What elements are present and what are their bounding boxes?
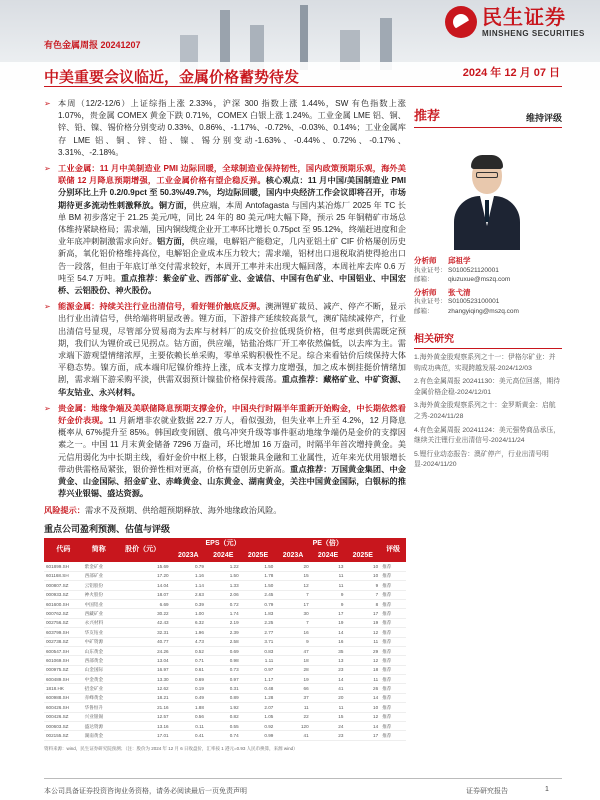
bullet-arrow-icon: ➢	[44, 403, 51, 413]
report-type: 证券研究报告	[466, 788, 508, 795]
table-cell: 西部矿业	[83, 571, 115, 580]
analyst-name: 邱祖学	[448, 256, 471, 265]
table-cell: 兴业银锡	[83, 712, 115, 721]
table-cell: 山东黄金	[83, 646, 115, 655]
email-label: 邮箱：	[414, 307, 434, 315]
table-row	[44, 703, 406, 712]
table-cell: 0.79	[241, 599, 276, 608]
cert-number: S0100523100001	[448, 298, 500, 305]
related-research-item[interactable]: 2.有色金属周报 20241130：美元高位回落，期待金属价格企稳-2024/12/01	[414, 378, 561, 396]
table-cell: 41	[311, 684, 346, 693]
table-cell: 9	[311, 590, 346, 599]
table-cell: 1.96	[171, 628, 206, 637]
table-cell: 000975.SZ	[44, 665, 83, 674]
cert-label: 执业证号：	[414, 266, 447, 274]
analyst-name: 张弋清	[448, 287, 471, 297]
col-header: PE（倍）	[275, 538, 380, 550]
table-cell: 002756.SZ	[44, 618, 83, 627]
table-cell: 000762.SZ	[44, 609, 83, 618]
table-cell: 0.83	[241, 646, 276, 655]
focus-text: 藏格矿业、中矿资源、华友钴业、永兴材料。	[58, 375, 406, 397]
table-cell: 紫金矿业	[83, 562, 115, 571]
photo-glasses	[476, 172, 498, 178]
section-highlight: 地缘争端及美联储降息预期支撑金价，中国央行时隔半年重新开始购金，中长期依然看好金价表现。	[58, 403, 406, 426]
footer-divider	[44, 778, 562, 779]
analyst-photo	[452, 150, 522, 250]
table-cell: 7	[275, 590, 310, 599]
table-cell: 1.78	[241, 571, 276, 580]
table-cell: 603799.SH	[44, 628, 83, 637]
table-cell: 23	[311, 665, 346, 674]
table-cell: 1.11	[241, 656, 276, 665]
col-subheader: 2025E	[345, 550, 380, 562]
table-cell: 赤峰黄金	[83, 693, 115, 702]
table-cell: 西藏矿业	[83, 609, 115, 618]
table-cell: 7	[345, 590, 380, 599]
forecast-table	[44, 538, 406, 741]
table-cell: 1.50	[206, 571, 241, 580]
table-cell: 1.50	[241, 562, 276, 571]
table-cell: 0.19	[171, 684, 206, 693]
main-column	[44, 98, 406, 755]
table-cell: 盛达资源	[83, 722, 115, 731]
col-subheader: 2024E	[311, 550, 346, 562]
table-cell: 30	[275, 609, 310, 618]
header-divider	[44, 86, 562, 87]
table-cell: 13	[311, 656, 346, 665]
table-cell: 19	[311, 618, 346, 627]
core-view: 核心观点：11 月中国/美国制造业 PMI 分别环比上升 0.2/0.9pct 至 50.3%/49.7%，均边际回暖，国内中央经济工作会议即将召开，市场期待更多流动性刺激释放。	[58, 176, 406, 210]
table-cell: 9	[345, 581, 380, 590]
table-cell: 18	[275, 656, 310, 665]
col-header: EPS（元）	[171, 538, 276, 550]
table-cell: 推荐	[380, 731, 406, 740]
table-cell: 推荐	[380, 712, 406, 721]
table-cell: 000933.SZ	[44, 590, 83, 599]
table-cell: 推荐	[380, 571, 406, 580]
photo-tie	[485, 200, 489, 222]
table-cell: 12.57	[115, 712, 171, 721]
table-cell: 002155.SZ	[44, 731, 83, 740]
table-cell: 0.41	[171, 731, 206, 740]
table-cell: 0.89	[206, 693, 241, 702]
related-research-item[interactable]: 1.海外黄金股观察系列之十一：伊格尔矿业：并购成功典范，实现跨越发展-2024/12/03	[414, 354, 556, 372]
table-cell: 推荐	[380, 656, 406, 665]
energy-metals-paragraph	[44, 301, 406, 399]
table-cell: 18.07	[115, 590, 171, 599]
logo-name-en: MINSHENG SECURITIES	[482, 28, 585, 38]
table-cell: 18.21	[115, 693, 171, 702]
bullet-arrow-icon: ➢	[44, 99, 51, 108]
page-number: 1	[545, 786, 549, 793]
table-cell: 0.48	[241, 684, 276, 693]
table-cell: 47	[275, 646, 310, 655]
aluminum-text: 供应端，电解铝产能稳定，几内亚铝土矿 CIF 价格屡创历史新高，氧化铝价格维持高位，电解铝企业成本压力较大；需求端，铝材出口退税取消使得抢出口告一段落，但由于年底订单交付需求较好，本周开工率并未出现大幅回落，本周社库去库 0.6 万吨至 54.7 万吨。	[58, 237, 406, 283]
table-cell: 0.56	[171, 712, 206, 721]
table-cell: 14	[345, 722, 380, 731]
photo-hair	[471, 155, 503, 169]
table-cell: 1.83	[241, 609, 276, 618]
table-cell: 0.39	[171, 599, 206, 608]
table-cell: 120	[275, 722, 310, 731]
table-cell: 600988.SH	[44, 693, 83, 702]
table-cell: 0.55	[206, 722, 241, 731]
table-row	[44, 581, 406, 590]
risk-label: 风险提示：	[44, 505, 85, 515]
bullet-arrow-icon: ➢	[44, 164, 51, 174]
table-cell: 1.05	[241, 712, 276, 721]
table-cell: 14	[311, 675, 346, 684]
table-cell: 3.71	[241, 637, 276, 646]
table-cell: 12	[345, 628, 380, 637]
analyst-info	[414, 256, 562, 316]
table-cell: 20	[311, 693, 346, 702]
table-cell: 21.16	[115, 703, 171, 712]
section-highlight: 11 月中美制造业 PMI 边际回暖，全球制造业保持韧性，国内政策预期乐观，海外美联储 12 月降息预期增强，工业金属价格有望企稳反弹。	[58, 164, 406, 186]
table-cell: 17	[345, 609, 380, 618]
table-cell: 0.52	[171, 646, 206, 655]
table-row	[44, 590, 406, 599]
table-cell: 18	[345, 665, 380, 674]
table-cell: 13.04	[115, 656, 171, 665]
recommendation-header	[414, 98, 562, 128]
table-cell: 0.97	[241, 665, 276, 674]
table-cell: 推荐	[380, 618, 406, 627]
table-cell: 推荐	[380, 599, 406, 608]
table-cell: 0.98	[206, 656, 241, 665]
table-cell: 16	[311, 637, 346, 646]
table-cell: 2.25	[241, 618, 276, 627]
col-subheader: 2024E	[206, 550, 241, 562]
analyst-role: 分析师	[414, 256, 437, 265]
table-cell: 601899.SH	[44, 562, 83, 571]
table-cell: 招金矿业	[83, 684, 115, 693]
table-cell: 600426.SH	[44, 703, 83, 712]
table-cell: 9	[311, 599, 346, 608]
col-subheader: 2023A	[275, 550, 310, 562]
table-row	[44, 665, 406, 674]
table-cell: 推荐	[380, 675, 406, 684]
table-cell: 1.17	[241, 675, 276, 684]
skyline-building	[220, 10, 230, 70]
analyst-email[interactable]: qiuzuxue@mszq.com	[448, 276, 511, 283]
table-cell: 神火股份	[83, 590, 115, 599]
table-cell: 1.33	[206, 581, 241, 590]
table-row	[44, 722, 406, 731]
table-cell: 13	[311, 562, 346, 571]
table-cell: 600489.SH	[44, 675, 83, 684]
table-cell: 14	[345, 693, 380, 702]
table-cell: 10	[345, 571, 380, 580]
table-cell: 0.71	[171, 656, 206, 665]
table-cell: 29	[345, 646, 380, 655]
table-cell: 002738.SZ	[44, 637, 83, 646]
section-highlight: 持续关注行业出清信号，看好锂价触底反弹。	[99, 302, 266, 312]
cert-number: S0100521120001	[448, 266, 499, 274]
table-cell: 22	[275, 712, 310, 721]
table-cell: 云铝股份	[83, 581, 115, 590]
table-cell: 32.31	[115, 628, 171, 637]
table-cell: 湖南黄金	[83, 731, 115, 740]
table-cell: 1.00	[171, 609, 206, 618]
focus-heading: 重点推荐：	[281, 375, 324, 385]
table-cell: 西部黄金	[83, 656, 115, 665]
section-lead: 工业金属：	[58, 164, 100, 174]
table-cell: 1.50	[241, 581, 276, 590]
sidebar	[414, 98, 562, 474]
table-cell: 中国铝业	[83, 599, 115, 608]
table-cell: 2.07	[241, 703, 276, 712]
copper-text: 供应端，本周 Antofagasta 与国内某冶炼厂 2025 年 TC 长单 BM 初步落定于 21.25 美元/吨，同比 24 年的 80 美元/吨大幅下降，预示 25 年铜精矿市场总体维持紧缺格局；需求端，国内铜线缆企业开工率环比增长 0.75pct 至 95.12%，终端赶进度和企业年底冲刺制激需求向好。	[58, 200, 407, 247]
table-cell: 601600.SH	[44, 599, 83, 608]
table-cell: 1.16	[171, 571, 206, 580]
table-cell: 中矿资源	[83, 637, 115, 646]
disclaimer-text: 本公司具备证券投资咨询业务资格，请务必阅读最后一页免责声明	[44, 788, 247, 795]
related-research-item[interactable]: 3.海外黄金股观察系列之十：金罗斯黄金：启航之秀-2024/11/28	[414, 402, 556, 420]
table-cell: 12.62	[115, 684, 171, 693]
table-cell: 24	[311, 722, 346, 731]
table-cell: 2.77	[241, 628, 276, 637]
table-cell: 推荐	[380, 703, 406, 712]
table-cell: 37	[275, 693, 310, 702]
table-cell: 12	[275, 581, 310, 590]
table-cell: 0.69	[206, 646, 241, 655]
report-title: 中美重要会议临近，金属价格蓄势待发	[44, 69, 300, 86]
table-cell: 0.72	[206, 599, 241, 608]
related-research-list	[414, 353, 562, 471]
table-cell: 0.31	[206, 684, 241, 693]
table-cell: 1.28	[241, 693, 276, 702]
table-cell: 600547.SH	[44, 646, 83, 655]
table-cell: 8	[345, 599, 380, 608]
table-row	[44, 571, 406, 580]
table-row	[44, 712, 406, 721]
table-cell: 0.69	[171, 675, 206, 684]
rating-label: 维持评级	[525, 113, 562, 123]
table-cell: 14	[311, 628, 346, 637]
table-cell: 601168.SH	[44, 571, 83, 580]
table-cell: 11	[345, 675, 380, 684]
table-cell: 23	[311, 731, 346, 740]
table-cell: 35	[311, 646, 346, 655]
table-cell: 19	[275, 675, 310, 684]
table-cell: 1818.HK	[44, 684, 83, 693]
col-subheader: 2023A	[171, 550, 206, 562]
focus-text: 万国黄金集团、中金黄金、山金国际、招金矿业、赤峰黄金、山东黄金、湖南黄金，关注中国黄金国际，白银标的推荐兴业银锡、盛达资源。	[58, 464, 406, 499]
table-cell: 华鲁恒升	[83, 703, 115, 712]
table-cell: 15	[275, 571, 310, 580]
industrial-metals-paragraph	[44, 163, 406, 297]
table-row	[44, 599, 406, 608]
table-cell: 推荐	[380, 646, 406, 655]
energy-text: 澳洲锂矿裁员、减产、停产不断，显示出行业出清信号，供给端将明显改善。锂方面，下游排产延续较高景气，澳矿陆续减停产，行业出清信号显现，尽管部分贸易商为去库与材料厂的成交价拉低现货价格，但考虑到供需既定预期，我们认为锂价或已见拐点。钴方面，供应端，钴盐冶炼厂开工率依然偏低，以去库为主。需求端下游观望情绪浓厚，主要依赖长单采购，零单采购积极性不足。综合来看钴价后续保持大体平稳态势。镍方面，成本端印尼镍价维持上涨，成本支撑力度增强，加之成本倒挂挺价情绪加剧，需求端下游采购平淡，供需双弱预计镍盐价格保持震荡。	[58, 302, 406, 385]
table-cell: 2.39	[206, 628, 241, 637]
table-cell: 0.74	[206, 731, 241, 740]
table-cell: 2.19	[206, 618, 241, 627]
table-cell: 2.06	[206, 590, 241, 599]
table-cell: 17	[345, 731, 380, 740]
col-subheader: 2025E	[241, 550, 276, 562]
table-cell: 11	[345, 637, 380, 646]
table-row	[44, 609, 406, 618]
table-cell: 13.16	[115, 722, 171, 731]
table-cell: 6.32	[171, 618, 206, 627]
table-cell: 推荐	[380, 637, 406, 646]
table-cell: 推荐	[380, 562, 406, 571]
table-cell: 000603.SZ	[44, 722, 83, 731]
risk-warning	[44, 505, 406, 517]
aluminum-heading: 铝方面，	[157, 237, 191, 247]
table-cell: 1.88	[171, 703, 206, 712]
related-research-item[interactable]: 4.有色金属周报 20241124：美元强势商品承压，继续关注锂行业出清信号-2024/11/24	[414, 426, 561, 445]
table-row	[44, 684, 406, 693]
report-tag: 有色金属周报 20241207	[44, 40, 141, 50]
table-cell: 10	[345, 703, 380, 712]
cert-label: 执业证号：	[414, 298, 447, 305]
table-cell: 66	[275, 684, 310, 693]
table-cell: 0.92	[241, 722, 276, 731]
table-cell: 40.77	[115, 637, 171, 646]
table-cell: 推荐	[380, 722, 406, 731]
table-cell: 永兴材料	[83, 618, 115, 627]
table-row	[44, 675, 406, 684]
risk-text: 需求不及预期、供给超预期释放、海外地缘政治风险。	[84, 505, 282, 515]
copper-heading: 铜方面，	[158, 200, 193, 210]
analyst-email[interactable]: zhangyiqing@mszq.com	[448, 307, 519, 315]
table-row	[44, 646, 406, 655]
table-cell: 7	[275, 618, 310, 627]
table-cell: 10	[345, 562, 380, 571]
table-cell: 17.20	[115, 571, 171, 580]
table-cell: 推荐	[380, 581, 406, 590]
skyline-building	[300, 5, 308, 70]
table-cell: 12	[345, 712, 380, 721]
bullet-arrow-icon: ➢	[44, 302, 51, 312]
report-date: 2024 年 12 月 07 日	[462, 67, 560, 79]
table-cell: 推荐	[380, 693, 406, 702]
precious-text: 11 月新增非农就业数据 22.7 万人，看似强劲，但失业率上升至 4.2%，12 月降息概率从 67%提升至 85%。韩国政变闹剧、俄乌冲突升级等事件驱动地缘争端仍是金价的支撑因素之一。中国 11 月末黄金储备 7296 万盎司，环比增加 16 万盎司，时隔半年首次增持黄金。美元信用弱化为中长期主线，看好金价中枢上移，白银兼具金融和工业属性，近年来光伏用银增长带动供需格局紧张，银价弹性相对更高，价格有望创历史新高。	[58, 416, 406, 474]
table-title: 重点公司盈利预测、估值与评级	[44, 523, 171, 534]
table-row	[44, 637, 406, 646]
analyst-role: 分析师	[414, 287, 437, 297]
section-lead: 贵金属：	[58, 403, 92, 413]
table-cell: 16	[275, 628, 310, 637]
table-cell: 0.97	[206, 675, 241, 684]
related-research-item[interactable]: 5.锂行业动态报告：澳矿停产，行业出清号明显-2024/11/20	[414, 450, 549, 469]
table-cell: 24.26	[115, 646, 171, 655]
table-cell: 推荐	[380, 665, 406, 674]
table-cell: 14.04	[115, 581, 171, 590]
table-cell: 000807.SZ	[44, 581, 83, 590]
company-logo	[445, 6, 585, 38]
table-cell: 12	[345, 656, 380, 665]
table-row	[44, 628, 406, 637]
table-row	[44, 562, 406, 571]
table-cell: 26	[345, 684, 380, 693]
table-cell: 601069.SH	[44, 656, 83, 665]
table-cell: 17	[311, 609, 346, 618]
table-cell: 0.73	[206, 665, 241, 674]
table-cell: 0.99	[241, 731, 276, 740]
table-row	[44, 618, 406, 627]
table-cell: 19	[345, 618, 380, 627]
table-cell: 0.11	[171, 722, 206, 731]
table-cell: 2.58	[206, 637, 241, 646]
table-cell: 13.30	[115, 675, 171, 684]
table-cell: 11	[275, 703, 310, 712]
table-cell: 推荐	[380, 684, 406, 693]
table-cell: 4.73	[171, 637, 206, 646]
table-cell: 2.45	[241, 590, 276, 599]
table-cell: 1.92	[206, 703, 241, 712]
table-row	[44, 731, 406, 740]
table-cell: 16.97	[115, 665, 171, 674]
table-cell: 15	[311, 712, 346, 721]
table-cell: 11	[311, 571, 346, 580]
focus-heading: 重点推荐：	[290, 464, 332, 474]
recommendation-label: 推荐	[414, 108, 441, 123]
table-cell: 推荐	[380, 590, 406, 599]
summary-text: 本周（12/2-12/6）上证综指上涨 2.33%，沪深 300 指数上涨 1.44%，SW 有色指数上涨 1.07%，贵金属 COMEX 黄金下跌 0.71%，COMEX 白银上涨 1.24%。工业金属 LME 铝、铜、锌、铅、镍、锡价格分别变动 0.33%、0.86%、-1.17%、-0.72%、-0.03%、0.14%；工业金属库存 LME 铝、铜、锌、铅、镍、锡分别变动-1.63%、-0.44%、0.72%、-0.17%、3.31%、-2.18%。	[58, 99, 406, 157]
table-cell: 山金国际	[83, 665, 115, 674]
section-lead: 能源金属：	[58, 302, 100, 312]
table-cell: 41	[275, 731, 310, 740]
focus-heading: 重点推荐：	[120, 273, 163, 283]
summary-paragraph	[44, 98, 406, 159]
table-cell: 28	[275, 665, 310, 674]
precious-metals-paragraph	[44, 403, 406, 501]
table-cell: 0.79	[171, 562, 206, 571]
table-note: 资料来源：wind，民生证券研究院预测；（注：股价为 2024 年 12 月 6 日收盘价，汇率按 1 港元=0.93 人民币换算，来源 wind）	[44, 745, 298, 751]
table-cell: 0.82	[206, 712, 241, 721]
table-cell: 1.22	[206, 562, 241, 571]
table-cell: 1.14	[171, 581, 206, 590]
page-footer	[0, 780, 600, 800]
table-cell: 中金黄金	[83, 675, 115, 684]
table-cell: 20	[275, 562, 310, 571]
table-row	[44, 693, 406, 702]
table-cell: 推荐	[380, 609, 406, 618]
table-cell: 15.69	[115, 562, 171, 571]
col-header: 简称	[83, 538, 115, 562]
col-header: 代码	[44, 538, 83, 562]
table-cell: 1.74	[206, 609, 241, 618]
table-cell: 0.61	[171, 665, 206, 674]
table-cell: 6.69	[115, 599, 171, 608]
table-cell: 17	[275, 599, 310, 608]
col-header: 股价（元）	[115, 538, 171, 562]
table-cell: 9	[275, 637, 310, 646]
table-cell: 11	[311, 703, 346, 712]
related-research-title: 相关研究	[414, 330, 562, 349]
table-cell: 42.43	[115, 618, 171, 627]
table-cell: 0.49	[171, 693, 206, 702]
table-cell: 推荐	[380, 628, 406, 637]
focus-text: 紫金矿业、西部矿业、金诚信、中国有色矿业、中国铝业、中国宏桥、云铝股份、神火股份。	[58, 273, 406, 296]
table-row	[44, 656, 406, 665]
table-cell: 17.01	[115, 731, 171, 740]
logo-name-cn: 民生证券	[482, 6, 566, 29]
logo-icon	[445, 6, 477, 38]
table-cell: 华友钴业	[83, 628, 115, 637]
col-header: 评级	[380, 538, 406, 562]
table-cell: 000426.SZ	[44, 712, 83, 721]
table-cell: 2.63	[171, 590, 206, 599]
email-label: 邮箱：	[414, 276, 434, 283]
table-cell: 30.22	[115, 609, 171, 618]
table-cell: 11	[311, 581, 346, 590]
